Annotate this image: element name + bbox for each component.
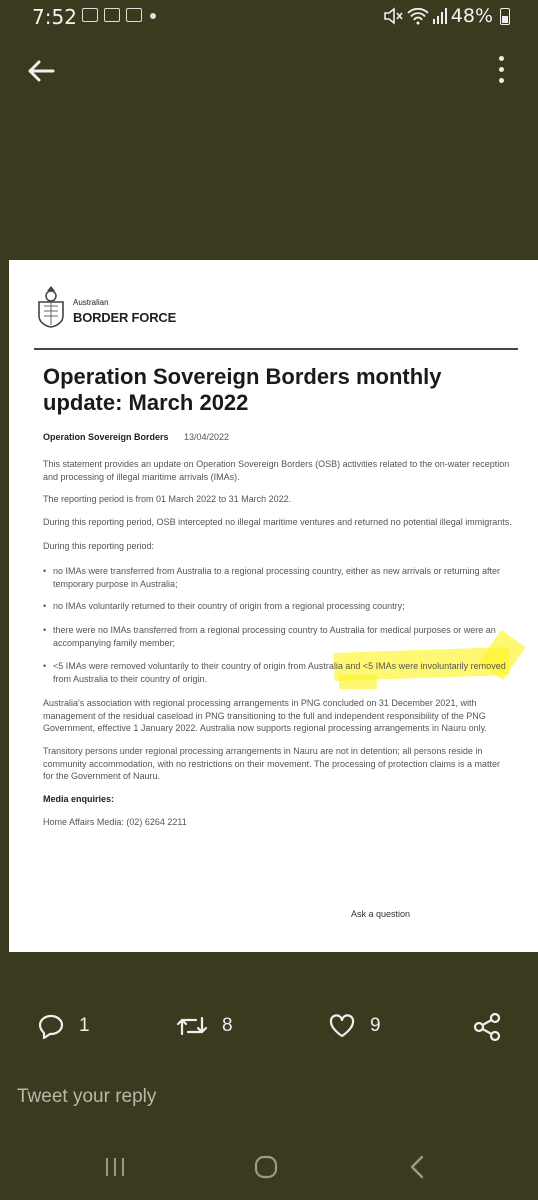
outlook-icon	[104, 8, 120, 22]
back-arrow-icon[interactable]	[26, 56, 56, 86]
wifi-icon	[407, 7, 429, 25]
reply-icon	[37, 1012, 65, 1040]
system-nav-bar	[0, 1148, 538, 1188]
intercepted-paragraph: During this reporting period, OSB intercepted no illegal maritime ventures and returned no potential illegal immigrants.	[43, 517, 512, 527]
status-bar	[0, 0, 538, 34]
reply-button[interactable]	[37, 1012, 90, 1040]
battery-percent: 48%	[450, 5, 493, 27]
share-icon	[472, 1012, 502, 1042]
media-heading: Media enquiries:	[43, 794, 115, 804]
like-button[interactable]	[328, 1012, 381, 1040]
bullet-item: • <5 IMAs were removed voluntarily to their country of origin from Australia and <5 IMAs were involuntarily removed from Australia to their country of origin.	[43, 660, 513, 685]
header-divider	[34, 348, 518, 350]
document-image[interactable]	[9, 260, 538, 952]
retweet-button[interactable]	[176, 1012, 233, 1040]
reply-count: 1	[79, 1015, 90, 1036]
reply-input[interactable]: Tweet your reply	[17, 1086, 157, 1107]
like-count: 9	[370, 1015, 381, 1036]
document-org: Operation Sovereign Borders	[43, 432, 169, 442]
media-contact: Home Affairs Media: (02) 6264 2211	[43, 817, 187, 827]
bullet-item: • there were no IMAs transferred from a regional processing country to Australia for medical purposes or were an accompanying family member;	[43, 624, 513, 649]
png-paragraph: Australia's association with regional processing arrangements in PNG concluded on 31 December 2021, with management of the residual caseload in PNG transitioning to the full and independent responsibility of the PNG Government, effective 1 January 2022. Australia now supports regional processing arrangements in Nauru only.	[43, 698, 487, 734]
tweet-action-bar	[0, 1012, 538, 1058]
intro-paragraph: This statement provides an update on Operation Sovereign Borders (OSB) activities related to the on-water reception and processing of illegal maritime arrivals (IMAs).	[43, 459, 510, 482]
document-title: Operation Sovereign Borders monthly update: March 2022	[43, 364, 442, 415]
nauru-paragraph: Transitory persons under regional processing arrangements in Nauru are not in detention; all persons reside in community accommodation, with no restrictions on their movement. The processing of protection claims is a matter for the Government of Nauru.	[43, 746, 501, 782]
border-force-crest-icon	[35, 284, 67, 328]
battery-icon	[500, 8, 510, 25]
status-time: 7:52	[32, 5, 77, 29]
heart-icon	[328, 1012, 356, 1040]
retweet-count: 8	[222, 1015, 233, 1036]
image-icon	[126, 8, 142, 22]
bullet-item: • no IMAs voluntarily returned to their country of origin from a regional processing country;	[43, 600, 513, 613]
ask-question-link[interactable]: Ask a question	[351, 909, 411, 919]
home-icon[interactable]	[253, 1154, 279, 1180]
share-button[interactable]	[472, 1012, 502, 1042]
bullet-item: • no IMAs were transferred from Australia to a regional processing country, either as new arrivals or returning after temporary purpose in Australia;	[43, 565, 513, 590]
mute-icon	[383, 7, 403, 25]
logo-brand-text: BORDER FORCE	[73, 310, 177, 325]
document-date: 13/04/2022	[184, 432, 230, 442]
retweet-icon	[176, 1012, 208, 1040]
more-options-icon[interactable]	[494, 56, 508, 88]
status-right	[383, 5, 510, 27]
notification-dot-icon	[150, 13, 156, 19]
back-nav-icon[interactable]	[406, 1154, 428, 1180]
during-paragraph: During this reporting period:	[43, 541, 155, 551]
calendar-icon	[82, 8, 98, 22]
signal-icon	[433, 8, 447, 24]
period-paragraph: The reporting period is from 01 March 2022 to 31 March 2022.	[43, 494, 292, 504]
recent-apps-icon[interactable]	[104, 1156, 126, 1178]
logo-small-text: Australian	[73, 298, 109, 307]
